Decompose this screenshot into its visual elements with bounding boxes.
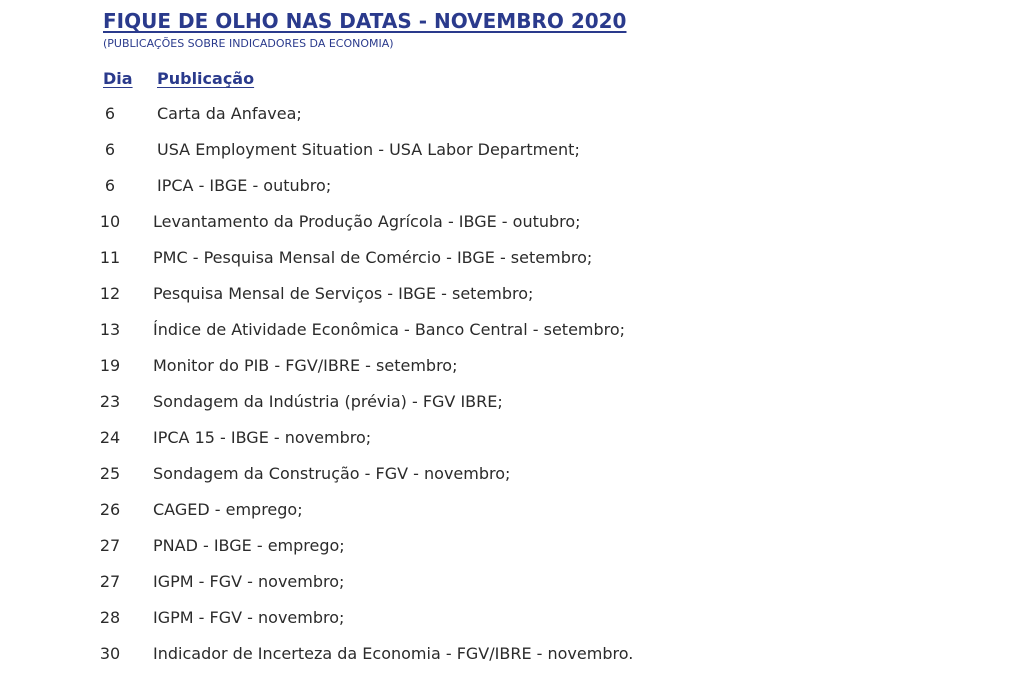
table-row	[0, 311, 1024, 347]
row-publication: Indicador de Incerteza da Economia - FGV/IBRE - novembro.	[153, 644, 634, 663]
table-row	[0, 563, 1024, 599]
row-day: 10	[99, 212, 121, 231]
row-publication: IPCA - IBGE - outubro;	[157, 176, 332, 195]
row-publication: CAGED - emprego;	[153, 500, 303, 519]
page-title: FIQUE DE OLHO NAS DATAS - NOVEMBRO 2020	[103, 9, 627, 33]
row-day: 13	[99, 320, 121, 339]
page-subtitle: (PUBLICAÇÕES SOBRE INDICADORES DA ECONOMIA)	[103, 37, 394, 50]
row-publication: Carta da Anfavea;	[157, 104, 302, 123]
row-day: 26	[99, 500, 121, 519]
row-publication: Levantamento da Produção Agrícola - IBGE - outubro;	[153, 212, 581, 231]
row-publication: PMC - Pesquisa Mensal de Comércio - IBGE - setembro;	[153, 248, 593, 267]
row-day: 27	[99, 572, 121, 591]
row-day: 11	[99, 248, 121, 267]
row-day: 6	[104, 140, 116, 159]
table-row	[0, 131, 1024, 167]
row-publication: Pesquisa Mensal de Serviços - IBGE - setembro;	[153, 284, 534, 303]
row-day: 24	[99, 428, 121, 447]
row-publication: Monitor do PIB - FGV/IBRE - setembro;	[153, 356, 458, 375]
table-row	[0, 383, 1024, 419]
table-row	[0, 239, 1024, 275]
row-publication: USA Employment Situation - USA Labor Department;	[157, 140, 580, 159]
row-publication: IPCA 15 - IBGE - novembro;	[153, 428, 372, 447]
row-day: 6	[104, 104, 116, 123]
column-header-day: Dia	[103, 69, 133, 88]
row-publication: Sondagem da Indústria (prévia) - FGV IBRE;	[153, 392, 503, 411]
table-row	[0, 599, 1024, 635]
table-row	[0, 275, 1024, 311]
row-day: 28	[99, 608, 121, 627]
table-row	[0, 167, 1024, 203]
table-row	[0, 419, 1024, 455]
table-row	[0, 347, 1024, 383]
row-day: 30	[99, 644, 121, 663]
row-day: 19	[99, 356, 121, 375]
row-publication: PNAD - IBGE - emprego;	[153, 536, 345, 555]
row-publication: Sondagem da Construção - FGV - novembro;	[153, 464, 511, 483]
table-row	[0, 203, 1024, 239]
row-day: 27	[99, 536, 121, 555]
table-row	[0, 95, 1024, 131]
table-row	[0, 635, 1024, 671]
table-row	[0, 527, 1024, 563]
row-day: 23	[99, 392, 121, 411]
column-header-publication: Publicação	[157, 69, 255, 88]
row-day: 25	[99, 464, 121, 483]
row-publication: IGPM - FGV - novembro;	[153, 608, 345, 627]
table-row	[0, 455, 1024, 491]
table-row	[0, 491, 1024, 527]
row-day: 6	[104, 176, 116, 195]
row-day: 12	[99, 284, 121, 303]
publication-list	[0, 95, 1024, 671]
row-publication: IGPM - FGV - novembro;	[153, 572, 345, 591]
row-publication: Índice de Atividade Econômica - Banco Central - setembro;	[153, 320, 626, 339]
